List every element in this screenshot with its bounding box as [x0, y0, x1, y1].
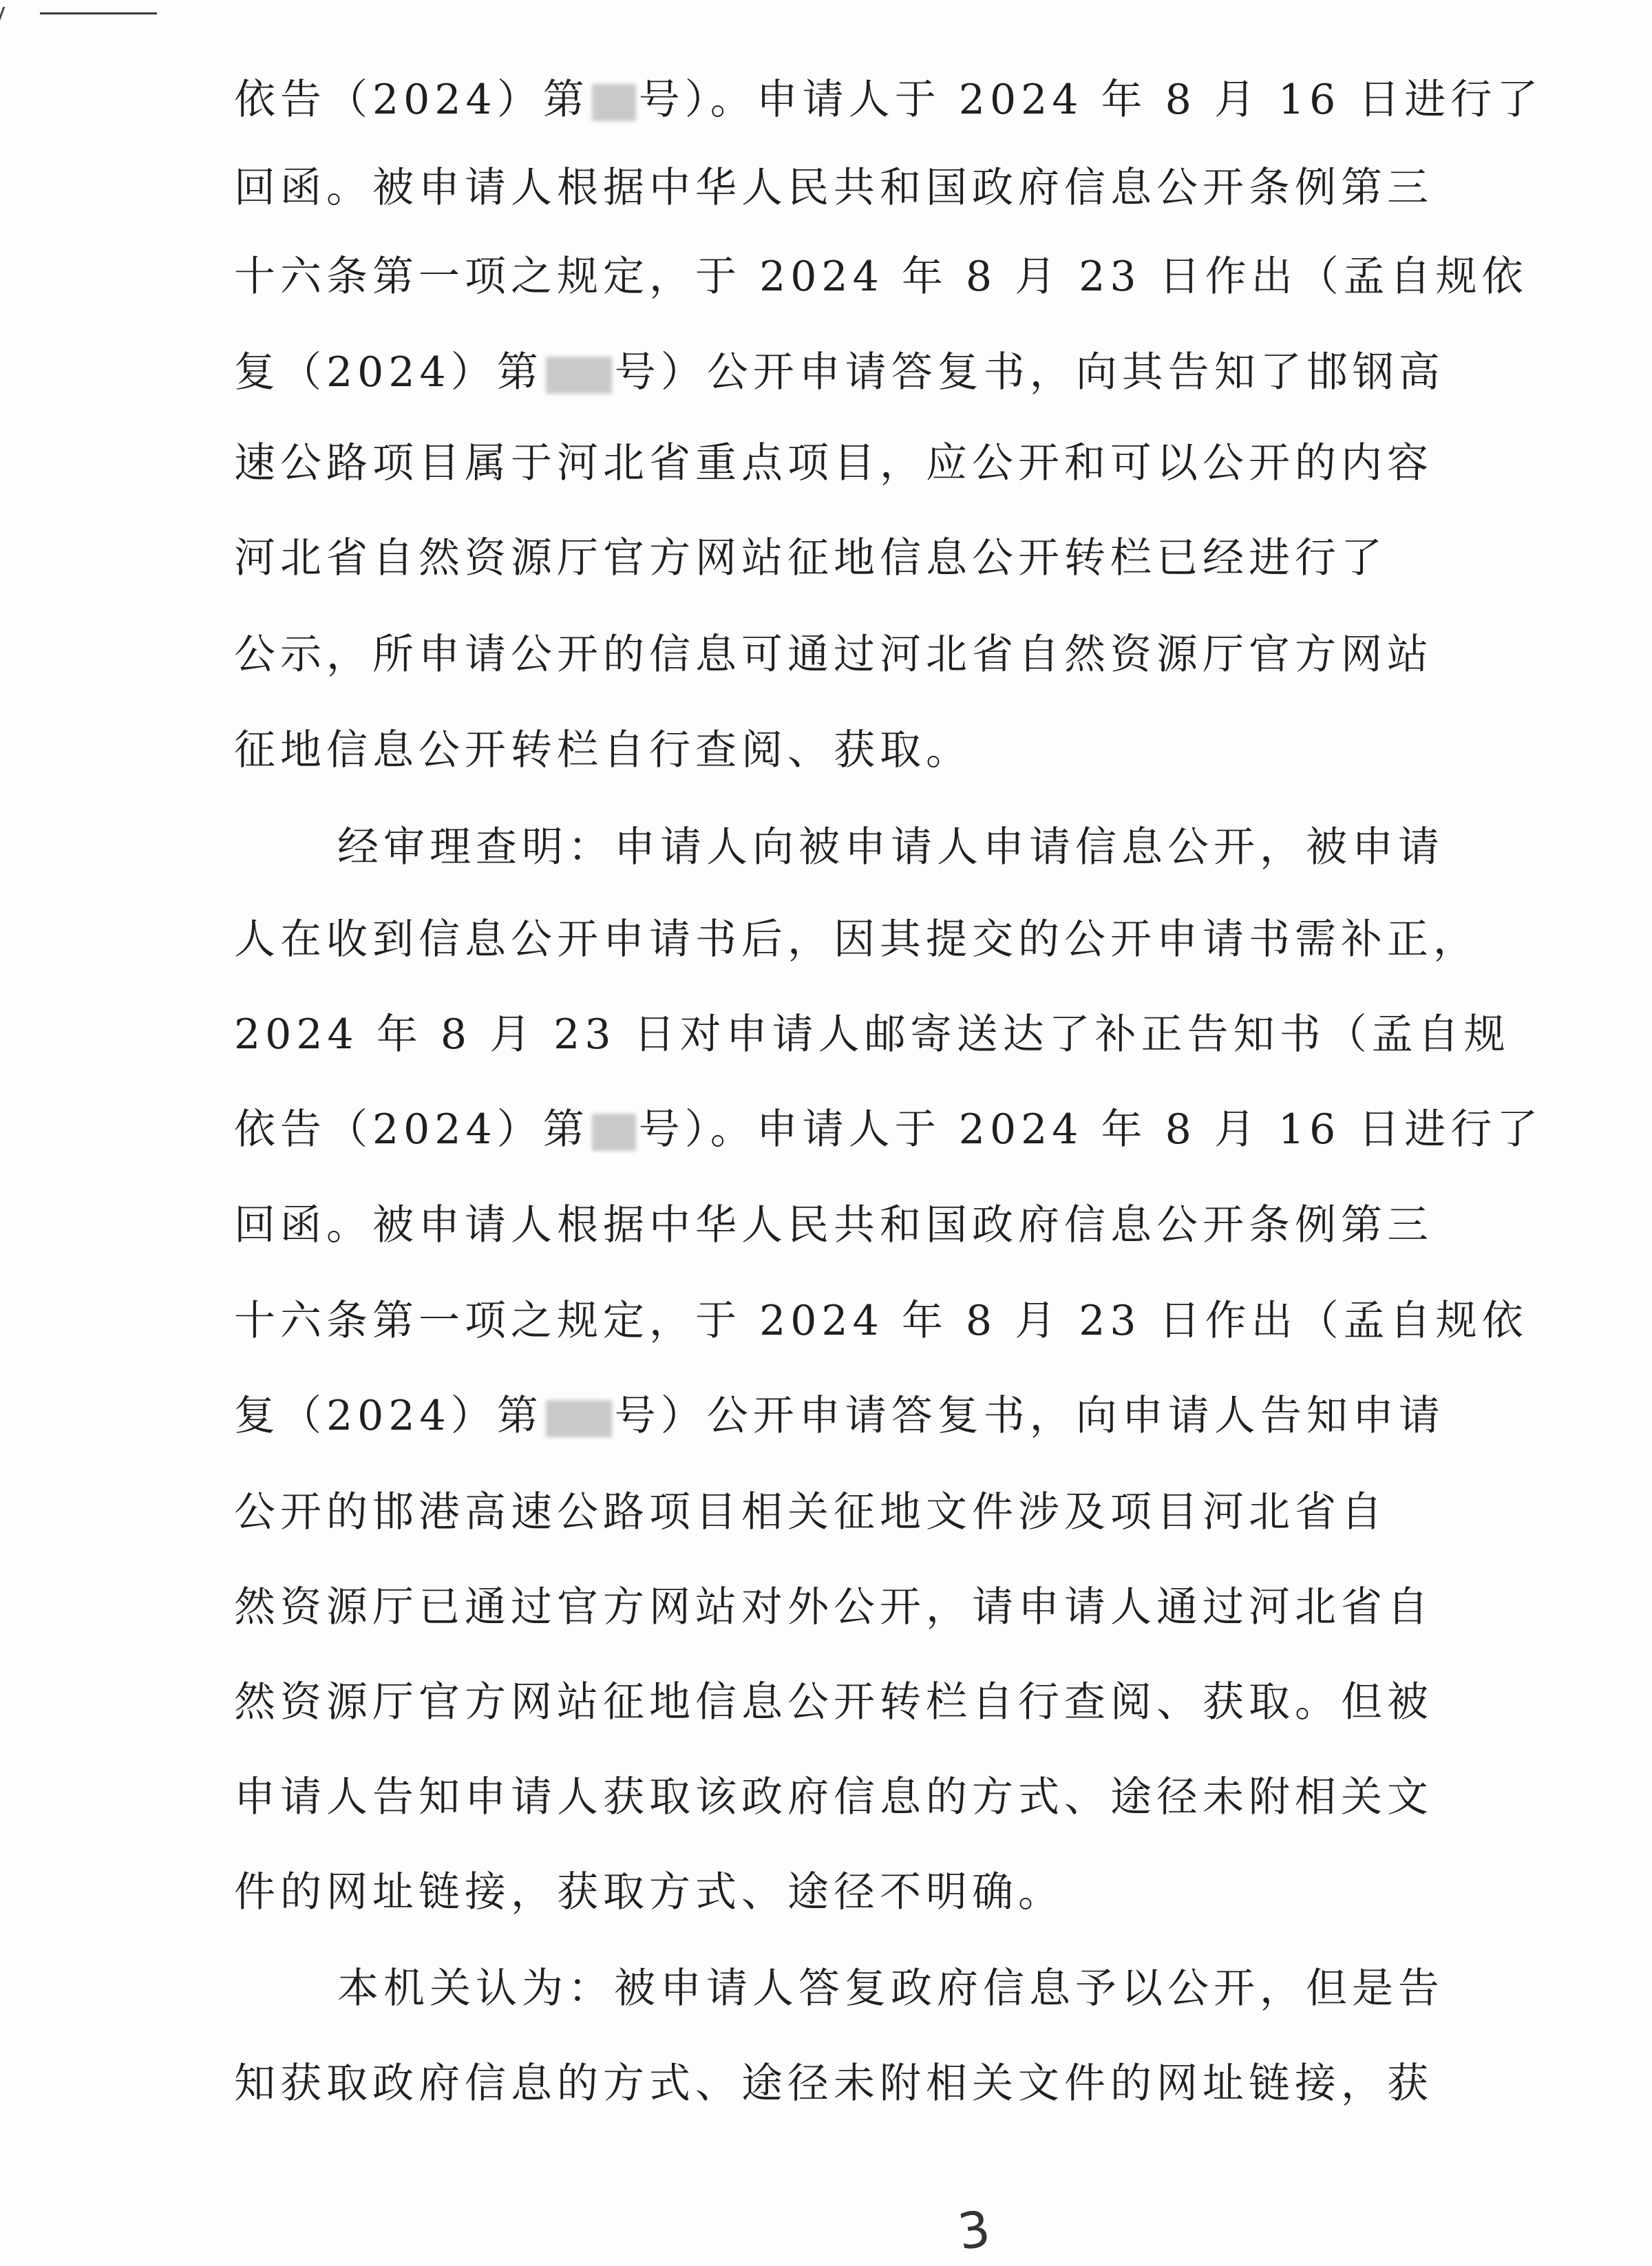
line-text: 经审理查明：申请人向被申请人申请信息公开，被申请 [337, 823, 1444, 871]
line-text: 本机关认为：被申请人答复政府信息予以公开，但是告 [337, 1965, 1444, 2013]
line-text: 然资源厅官方网站征地信息公开转栏自行查阅、获取。但被 [234, 1678, 1433, 1726]
line-text: 依告（2024）第 [234, 76, 589, 124]
document-line [234, 432, 1433, 494]
document-line [234, 1766, 1433, 1828]
redaction-blur [592, 84, 636, 121]
paragraph-first-line [337, 816, 1444, 878]
line-text: 回函。被申请人根据中华人民共和国政府信息公开条例第三 [234, 1201, 1433, 1249]
document-line [234, 1099, 1543, 1161]
line-text: 十六条第一项之规定，于 2024 年 8 月 23 日作出（孟自规依 [234, 253, 1528, 301]
line-text: 号）公开申请答复书，向申请人告知申请 [614, 1392, 1445, 1440]
line-text: 回函。被申请人根据中华人民共和国政府信息公开条例第三 [234, 164, 1433, 212]
line-text: 速公路项目属于河北省重点项目，应公开和可以公开的内容 [234, 439, 1433, 487]
document-line [234, 1861, 1064, 1923]
line-text: 河北省自然资源厅官方网站征地信息公开转栏已经进行了 [234, 534, 1387, 582]
document-line [234, 1481, 1387, 1543]
line-text: 号）。申请人于 2024 年 8 月 16 日进行了 [638, 76, 1543, 124]
document-line [234, 1671, 1433, 1733]
document-line [234, 246, 1528, 308]
line-text: 复（2024）第 [234, 348, 543, 396]
redaction-blur [592, 1114, 636, 1151]
document-line [234, 341, 1445, 403]
redaction-blur [546, 1400, 612, 1437]
document-line [234, 719, 972, 781]
document-line [234, 1004, 1510, 1066]
line-text: 公示，所申请公开的信息可通过河北省自然资源厅官方网站 [234, 631, 1433, 679]
line-text: 知获取政府信息的方式、途径未附相关文件的网址链接，获 [234, 2059, 1433, 2108]
paragraph-first-line [337, 1958, 1444, 2020]
document-line [234, 1290, 1528, 1352]
document-line [234, 157, 1433, 219]
page-number: 3 [954, 2199, 994, 2261]
redaction-blur [546, 357, 612, 394]
line-text: 征地信息公开转栏自行查阅、获取。 [234, 726, 972, 774]
document-line [234, 909, 1479, 971]
line-text: 依告（2024）第 [234, 1105, 589, 1154]
document-line [234, 1385, 1445, 1447]
line-text: 申请人告知申请人获取该政府信息的方式、途径未附相关文 [234, 1773, 1433, 1821]
corner-mark-line [40, 12, 157, 14]
line-text: 件的网址链接，获取方式、途径不明确。 [234, 1868, 1064, 1916]
document-line [234, 527, 1387, 589]
corner-mark-tick [0, 7, 14, 23]
document-line [234, 2053, 1433, 2115]
line-text: 公开的邯港高速公路项目相关征地文件涉及项目河北省自 [234, 1488, 1387, 1536]
document-line [234, 1194, 1433, 1256]
line-text: 复（2024）第 [234, 1392, 543, 1440]
line-text: 号）。申请人于 2024 年 8 月 16 日进行了 [638, 1105, 1543, 1154]
line-text: 十六条第一项之规定，于 2024 年 8 月 23 日作出（孟自规依 [234, 1297, 1528, 1345]
document-line [234, 1576, 1433, 1638]
document-line [234, 69, 1543, 131]
line-text: 然资源厅已通过官方网站对外公开，请申请人通过河北省自 [234, 1583, 1433, 1631]
line-text: 号）公开申请答复书，向其告知了邯钢高 [614, 348, 1445, 396]
document-line [234, 624, 1433, 686]
line-text: 2024 年 8 月 23 日对申请人邮寄送达了补正告知书（孟自规 [234, 1010, 1510, 1059]
line-text: 人在收到信息公开申请书后，因其提交的公开申请书需补正， [234, 915, 1479, 964]
